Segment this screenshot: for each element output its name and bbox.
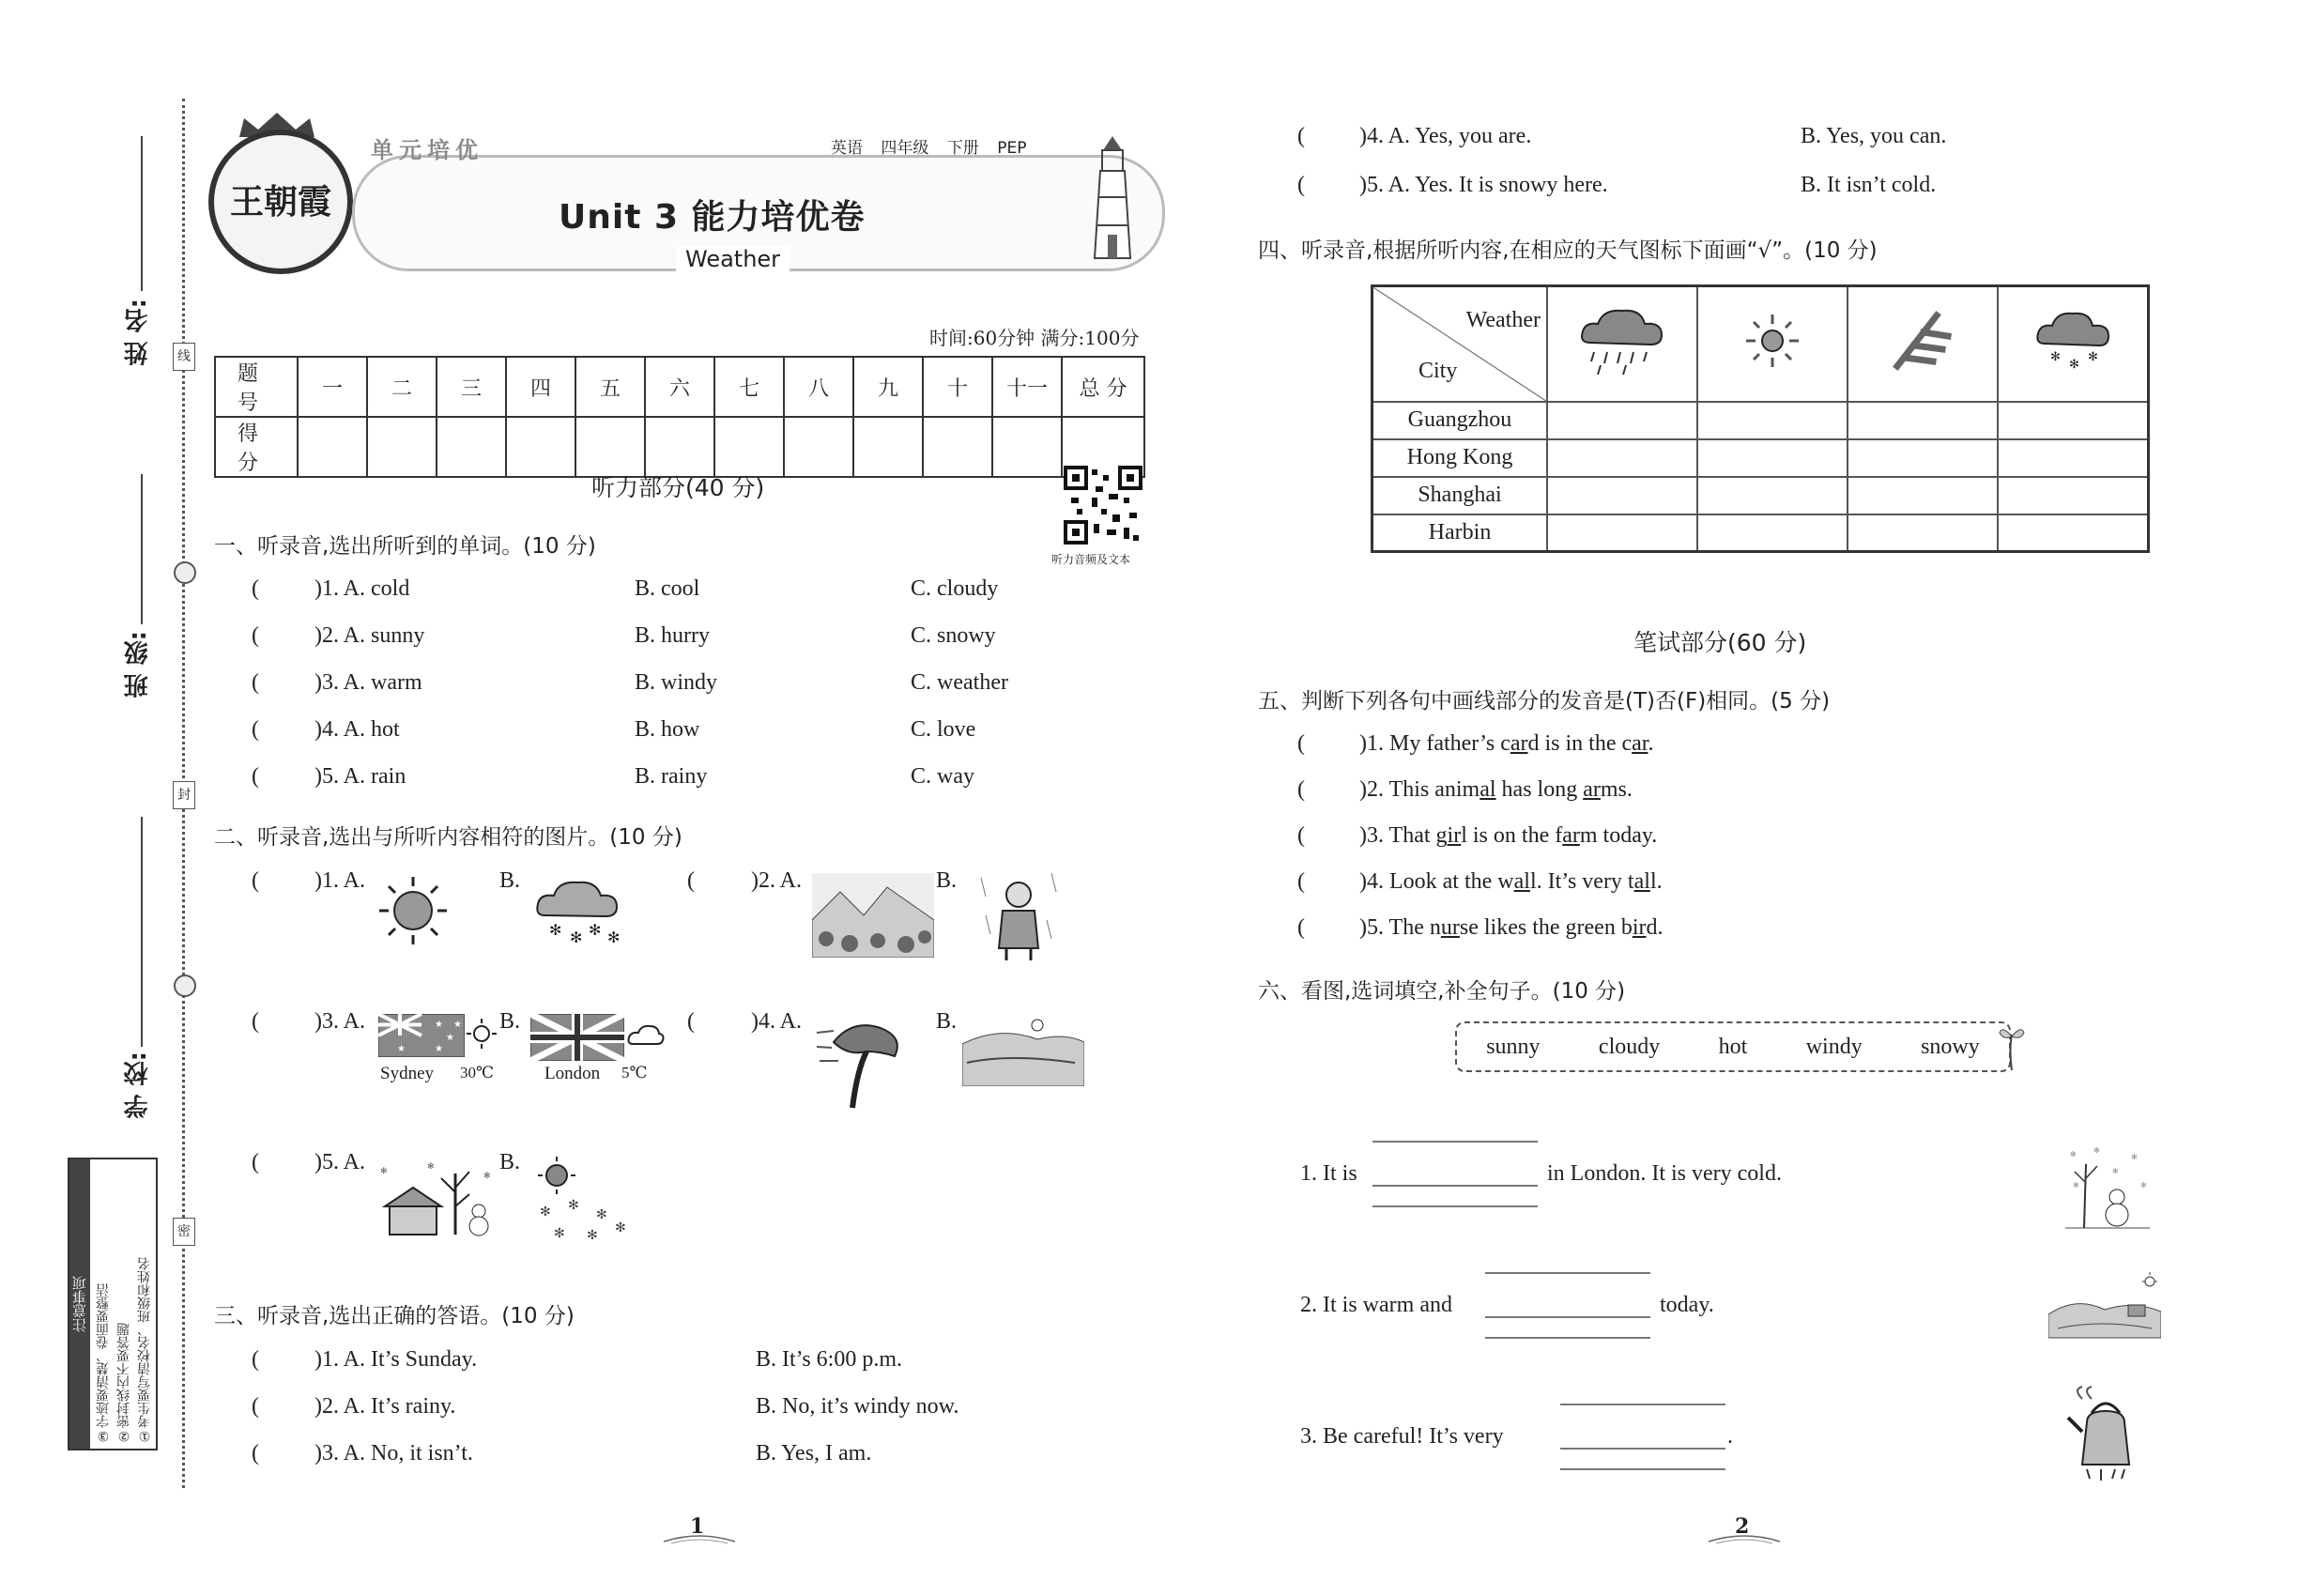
answer-bracket[interactable]: ( [252,670,259,695]
svg-text:✻: ✻ [2093,1146,2100,1155]
score-input[interactable] [645,417,714,477]
qr-code-icon[interactable] [1064,466,1142,545]
page-number: 2 [1735,1514,1750,1539]
city-name: Guangzhou [1372,402,1548,439]
answer-bracket[interactable]: ( [1297,777,1305,802]
question-option-b: B. It’s 6:00 p.m. [756,1347,903,1372]
city-name: Shanghai [1372,477,1548,514]
notice-item: ①考生要写清校名、班级和姓名 [137,1257,152,1443]
diagonal-header-cell [1372,286,1548,402]
sentence-item: )4. Look at the wall. It’s very tall. [1359,869,1663,894]
brand-name: 王朝霞 [229,182,331,222]
svg-text:✻: ✻ [589,921,602,939]
svg-text:✻: ✻ [427,1162,435,1172]
weather-header-row [1372,286,2149,402]
school-field[interactable] [141,817,143,1047]
score-cell: 二 [367,357,437,417]
weather-header-label: Weather [1465,308,1541,332]
score-cell: 得 分 [215,417,298,477]
svg-text:✻: ✻ [2050,349,2061,364]
uk-flag-icon [530,1014,624,1061]
lighthouse-icon [1080,131,1145,263]
answer-bracket[interactable]: ( [252,576,259,601]
guide-line [1372,1205,1538,1207]
check-cell[interactable] [1697,514,1848,552]
check-cell[interactable] [1998,402,2149,439]
check-cell[interactable] [1697,439,1848,477]
guide-line [1485,1272,1650,1274]
question-label: )2. A. [751,868,802,893]
answer-bracket[interactable]: ( [252,868,259,893]
question-option-c: C. love [911,717,976,742]
city-name: Harbin [1372,514,1548,552]
question-label: )3. A. [314,1009,365,1034]
time-info: 时间:60分钟 满分:100分 [929,327,1140,349]
wind-icon [1890,308,1955,374]
page-ornament-icon [1707,1532,1782,1545]
seal-char: 封 [173,781,195,809]
sentence-item: )1. My father’s card is in the car. [1359,731,1654,756]
svg-text:✻: ✻ [587,1228,598,1243]
score-cell: 一 [298,357,367,417]
check-cell[interactable] [1547,477,1697,514]
option-b-label: B. [499,1009,521,1034]
svg-text:★: ★ [446,1033,454,1043]
temperature-label: 5℃ [621,1064,648,1082]
score-cell: 五 [575,357,645,417]
check-cell[interactable] [1998,477,2149,514]
answer-bracket[interactable]: ( [1297,823,1305,848]
svg-text:✻: ✻ [2088,349,2098,364]
class-label: 班 级: [124,631,152,698]
australia-flag-icon [378,1014,465,1057]
question-option-c: C. cloudy [911,576,999,601]
answer-bracket[interactable]: ( [1297,124,1305,148]
sun-icon [1742,311,1802,371]
listening-part-title: 听力部分(40 分) [591,474,765,501]
score-input[interactable] [853,417,923,477]
answer-bracket[interactable]: ( [1297,173,1305,197]
spring-landscape-icon [812,873,934,958]
course-meta: 英语 四年级 下册 PEP [831,139,1027,158]
guide-line [1560,1404,1725,1405]
snowman-winter-icon [2065,1145,2150,1230]
guide-line [1372,1141,1538,1143]
warm-landscape-icon [2048,1272,2161,1347]
answer-bracket[interactable]: ( [252,1441,259,1466]
question-option-a: )2. A. sunny [314,623,425,648]
check-cell[interactable] [1848,477,1998,514]
weather-icon-cell [1998,286,2149,402]
score-input[interactable] [923,417,992,477]
svg-text:✻: ✻ [380,1167,388,1176]
question-option-b: B. how [635,717,700,742]
class-field[interactable] [141,474,143,624]
question-option-a: )5. A. rain [314,764,406,789]
binding-hole [174,561,196,584]
score-input[interactable] [437,417,506,477]
svg-text:✻: ✻ [554,1226,565,1241]
svg-text:✻: ✻ [2140,1181,2147,1189]
svg-text:★: ★ [453,1020,462,1030]
score-input[interactable] [714,417,784,477]
answer-bracket[interactable]: ( [687,1009,695,1034]
fill-sentence-2-start: 2. It is warm and [1300,1293,1452,1317]
series-tag: 单元培优 [371,137,483,163]
svg-text:✻: ✻ [607,928,621,946]
weather-table [1371,284,2150,553]
answer-bracket[interactable]: ( [687,868,695,893]
sun-snow-icon [530,1155,634,1244]
check-cell[interactable] [1547,402,1697,439]
city-header-label: City [1418,358,1458,383]
question-option-a: )1. A. It’s Sunday. [314,1347,478,1372]
option-b-label: B. [499,1150,521,1174]
page-title: Unit 3 能力培优卷 [559,198,866,237]
temperature-label: 30℃ [460,1064,495,1082]
seal-char: 密 [173,1218,195,1246]
question-label: )4. A. [751,1009,802,1034]
check-cell[interactable] [1547,439,1697,477]
fill-sentence-3-start: 3. Be careful! It’s very [1300,1424,1504,1449]
question-option-a: )3. A. No, it isn’t. [314,1441,473,1466]
answer-bracket[interactable]: ( [1297,731,1305,756]
score-input[interactable] [298,417,367,477]
score-input[interactable] [992,417,1062,477]
question-label: )1. A. [314,868,365,893]
cold-boy-icon [976,868,1061,962]
question-option-b: B. cool [635,576,700,601]
check-cell[interactable] [1547,514,1697,552]
question-option-b: B. Yes, I am. [756,1441,872,1466]
city-row [1372,477,2149,514]
seal-char: 线 [173,343,195,371]
score-cell: 十 [923,357,992,417]
check-cell[interactable] [1848,514,1998,552]
score-input[interactable] [784,417,853,477]
fill-sentence-1-end: in London. It is very cold. [1547,1161,1782,1186]
answer-bracket[interactable]: ( [252,623,259,648]
city-row [1372,514,2149,552]
question-option-a: )4. A. hot [314,717,400,742]
score-input[interactable] [367,417,437,477]
city-row [1372,439,2149,477]
score-table [214,356,1145,478]
notice-item: ②密封线内不要答题 [116,1323,131,1443]
sentence-item: )2. This animal has long arms. [1359,777,1633,802]
svg-text:★: ★ [435,1044,443,1054]
fill-sentence-3-end: . [1727,1424,1733,1449]
sentence-item: )5. The nurse likes the green bird. [1359,915,1664,940]
answer-bracket[interactable]: ( [252,1394,259,1419]
section-2-heading: 二、听录音,选出与所听内容相符的图片。(10 分) [214,825,682,850]
score-cell: 八 [784,357,853,417]
question-option-c: C. way [911,764,974,789]
question-option-a: )5. A. Yes. It is snowy here. [1359,173,1608,197]
score-input[interactable] [506,417,575,477]
rain-cloud-icon [1577,305,1667,376]
sentence-item: )3. That girl is on the farm today. [1359,823,1658,848]
notice-box [68,1158,158,1450]
svg-text:✻: ✻ [568,1198,579,1213]
question-option-a: )2. A. It’s rainy. [314,1394,456,1419]
city-label: London [544,1064,601,1083]
score-cell: 十一 [992,357,1062,417]
svg-text:✻: ✻ [483,1172,491,1181]
weather-icon-cell [1697,286,1848,402]
question-option-a: )1. A. cold [314,576,410,601]
svg-text:★: ★ [435,1020,443,1030]
writing-part-title: 笔试部分(60 分) [1633,629,1807,656]
check-cell[interactable] [1998,514,2149,552]
score-cell: 六 [645,357,714,417]
option-b-label: B. [936,868,958,893]
qr-caption: 听力音频及文本 [1051,553,1131,566]
binding-hole [174,974,196,997]
word-bank-item: cloudy [1598,1034,1661,1059]
section-3-heading: 三、听录音,选出正确的答语。(10 分) [214,1304,575,1328]
svg-text:✻: ✻ [570,928,583,946]
answer-bracket[interactable]: ( [1297,869,1305,894]
sun-icon [376,873,451,948]
question-option-b: B. rainy [635,764,708,789]
question-option-a: )4. A. Yes, you are. [1359,124,1532,148]
windy-tree-icon [815,1014,909,1113]
question-option-b: B. windy [635,670,718,695]
word-bank [1455,1021,2011,1072]
score-cell: 九 [853,357,923,417]
page-ornament-icon [662,1532,737,1545]
city-label: Sydney [380,1064,434,1083]
page-subtitle: Weather [676,246,790,272]
small-sun-icon [465,1017,498,1051]
answer-bracket[interactable]: ( [252,1150,259,1174]
svg-text:✻: ✻ [615,1220,626,1235]
city-row [1372,402,2149,439]
answer-bracket[interactable]: ( [252,764,259,789]
answer-blank-2[interactable] [1485,1316,1650,1318]
snow-cloud-icon [530,873,624,948]
check-cell[interactable] [1697,402,1848,439]
score-header-row [215,357,1144,417]
city-name: Hong Kong [1372,439,1548,477]
score-value-row [215,417,1144,477]
section-1-heading: 一、听录音,选出所听到的单词。(10 分) [214,534,596,559]
svg-text:✻: ✻ [549,921,562,939]
question-option-b: B. hurry [635,623,710,648]
section-5-heading: 五、判断下列各句中画线部分的发音是(T)否(F)相同。(5 分) [1258,689,1831,714]
fill-sentence-2-end: today. [1660,1293,1714,1317]
word-bank-item: snowy [1921,1034,1980,1059]
svg-text:✻: ✻ [596,1207,607,1222]
svg-text:✻: ✻ [2073,1181,2079,1189]
section-6-heading: 六、看图,选词填空,补全句子。(10 分) [1258,979,1626,1004]
guide-line [1485,1337,1650,1339]
answer-bracket[interactable]: ( [252,717,259,742]
notice-title: 注意事项 [69,1159,90,1449]
answer-bracket[interactable]: ( [252,1347,259,1372]
check-cell[interactable] [1998,439,2149,477]
answer-bracket[interactable]: ( [1297,915,1305,940]
question-option-b: B. No, it’s windy now. [756,1394,959,1419]
brand-logo [208,130,353,274]
svg-text:✻: ✻ [2131,1153,2138,1161]
notice-item: ③字迹要清楚、卷面要整洁 [96,1283,111,1443]
svg-text:★: ★ [397,1044,406,1054]
option-b-label: B. [499,868,521,893]
weather-icon-cell [1848,286,1998,402]
score-cell: 总 分 [1062,357,1144,417]
question-label: )5. A. [314,1150,365,1174]
section-4-heading: 四、听录音,根据所听内容,在相应的天气图标下面画“√”。(10 分) [1258,238,1878,263]
answer-blank-3[interactable] [1560,1448,1725,1450]
answer-bracket[interactable]: ( [252,1009,259,1034]
svg-text:✻: ✻ [540,1205,551,1220]
check-cell[interactable] [1848,439,1998,477]
snow-cloud-icon [2033,308,2112,374]
score-cell: 题 号 [215,357,298,417]
question-option-b: B. It isn’t cold. [1801,173,1937,197]
sprout-icon [1998,1016,2026,1072]
word-bank-item: hot [1718,1034,1748,1059]
word-bank-item: windy [1805,1034,1863,1059]
svg-text:✻: ✻ [2112,1167,2119,1175]
svg-text:✻: ✻ [2069,357,2079,372]
school-label: 学 校: [124,1051,152,1119]
answer-blank-1[interactable] [1372,1185,1538,1187]
check-cell[interactable] [1697,477,1848,514]
question-option-b: B. Yes, you can. [1801,124,1947,148]
weather-icon-cell [1547,286,1697,402]
snowy-house-icon [376,1155,498,1239]
question-option-a: )3. A. warm [314,670,422,695]
score-cell: 四 [506,357,575,417]
word-bank-item: sunny [1486,1034,1541,1059]
question-option-c: C. weather [911,670,1008,695]
score-input[interactable] [575,417,645,477]
question-option-c: C. snowy [911,623,996,648]
hot-kettle-icon [2063,1385,2148,1483]
lake-landscape-icon [962,1016,1084,1086]
small-cloud-icon [627,1023,665,1048]
fill-sentence-1-start: 1. It is [1300,1161,1357,1186]
check-cell[interactable] [1848,402,1998,439]
option-b-label: B. [936,1009,958,1034]
name-label: 姓 名: [124,299,152,366]
svg-text:✻: ✻ [2070,1150,2077,1159]
name-field[interactable] [141,136,143,291]
page-number: 1 [690,1514,705,1539]
guide-line [1560,1468,1725,1470]
score-cell: 三 [437,357,506,417]
score-cell: 七 [714,357,784,417]
